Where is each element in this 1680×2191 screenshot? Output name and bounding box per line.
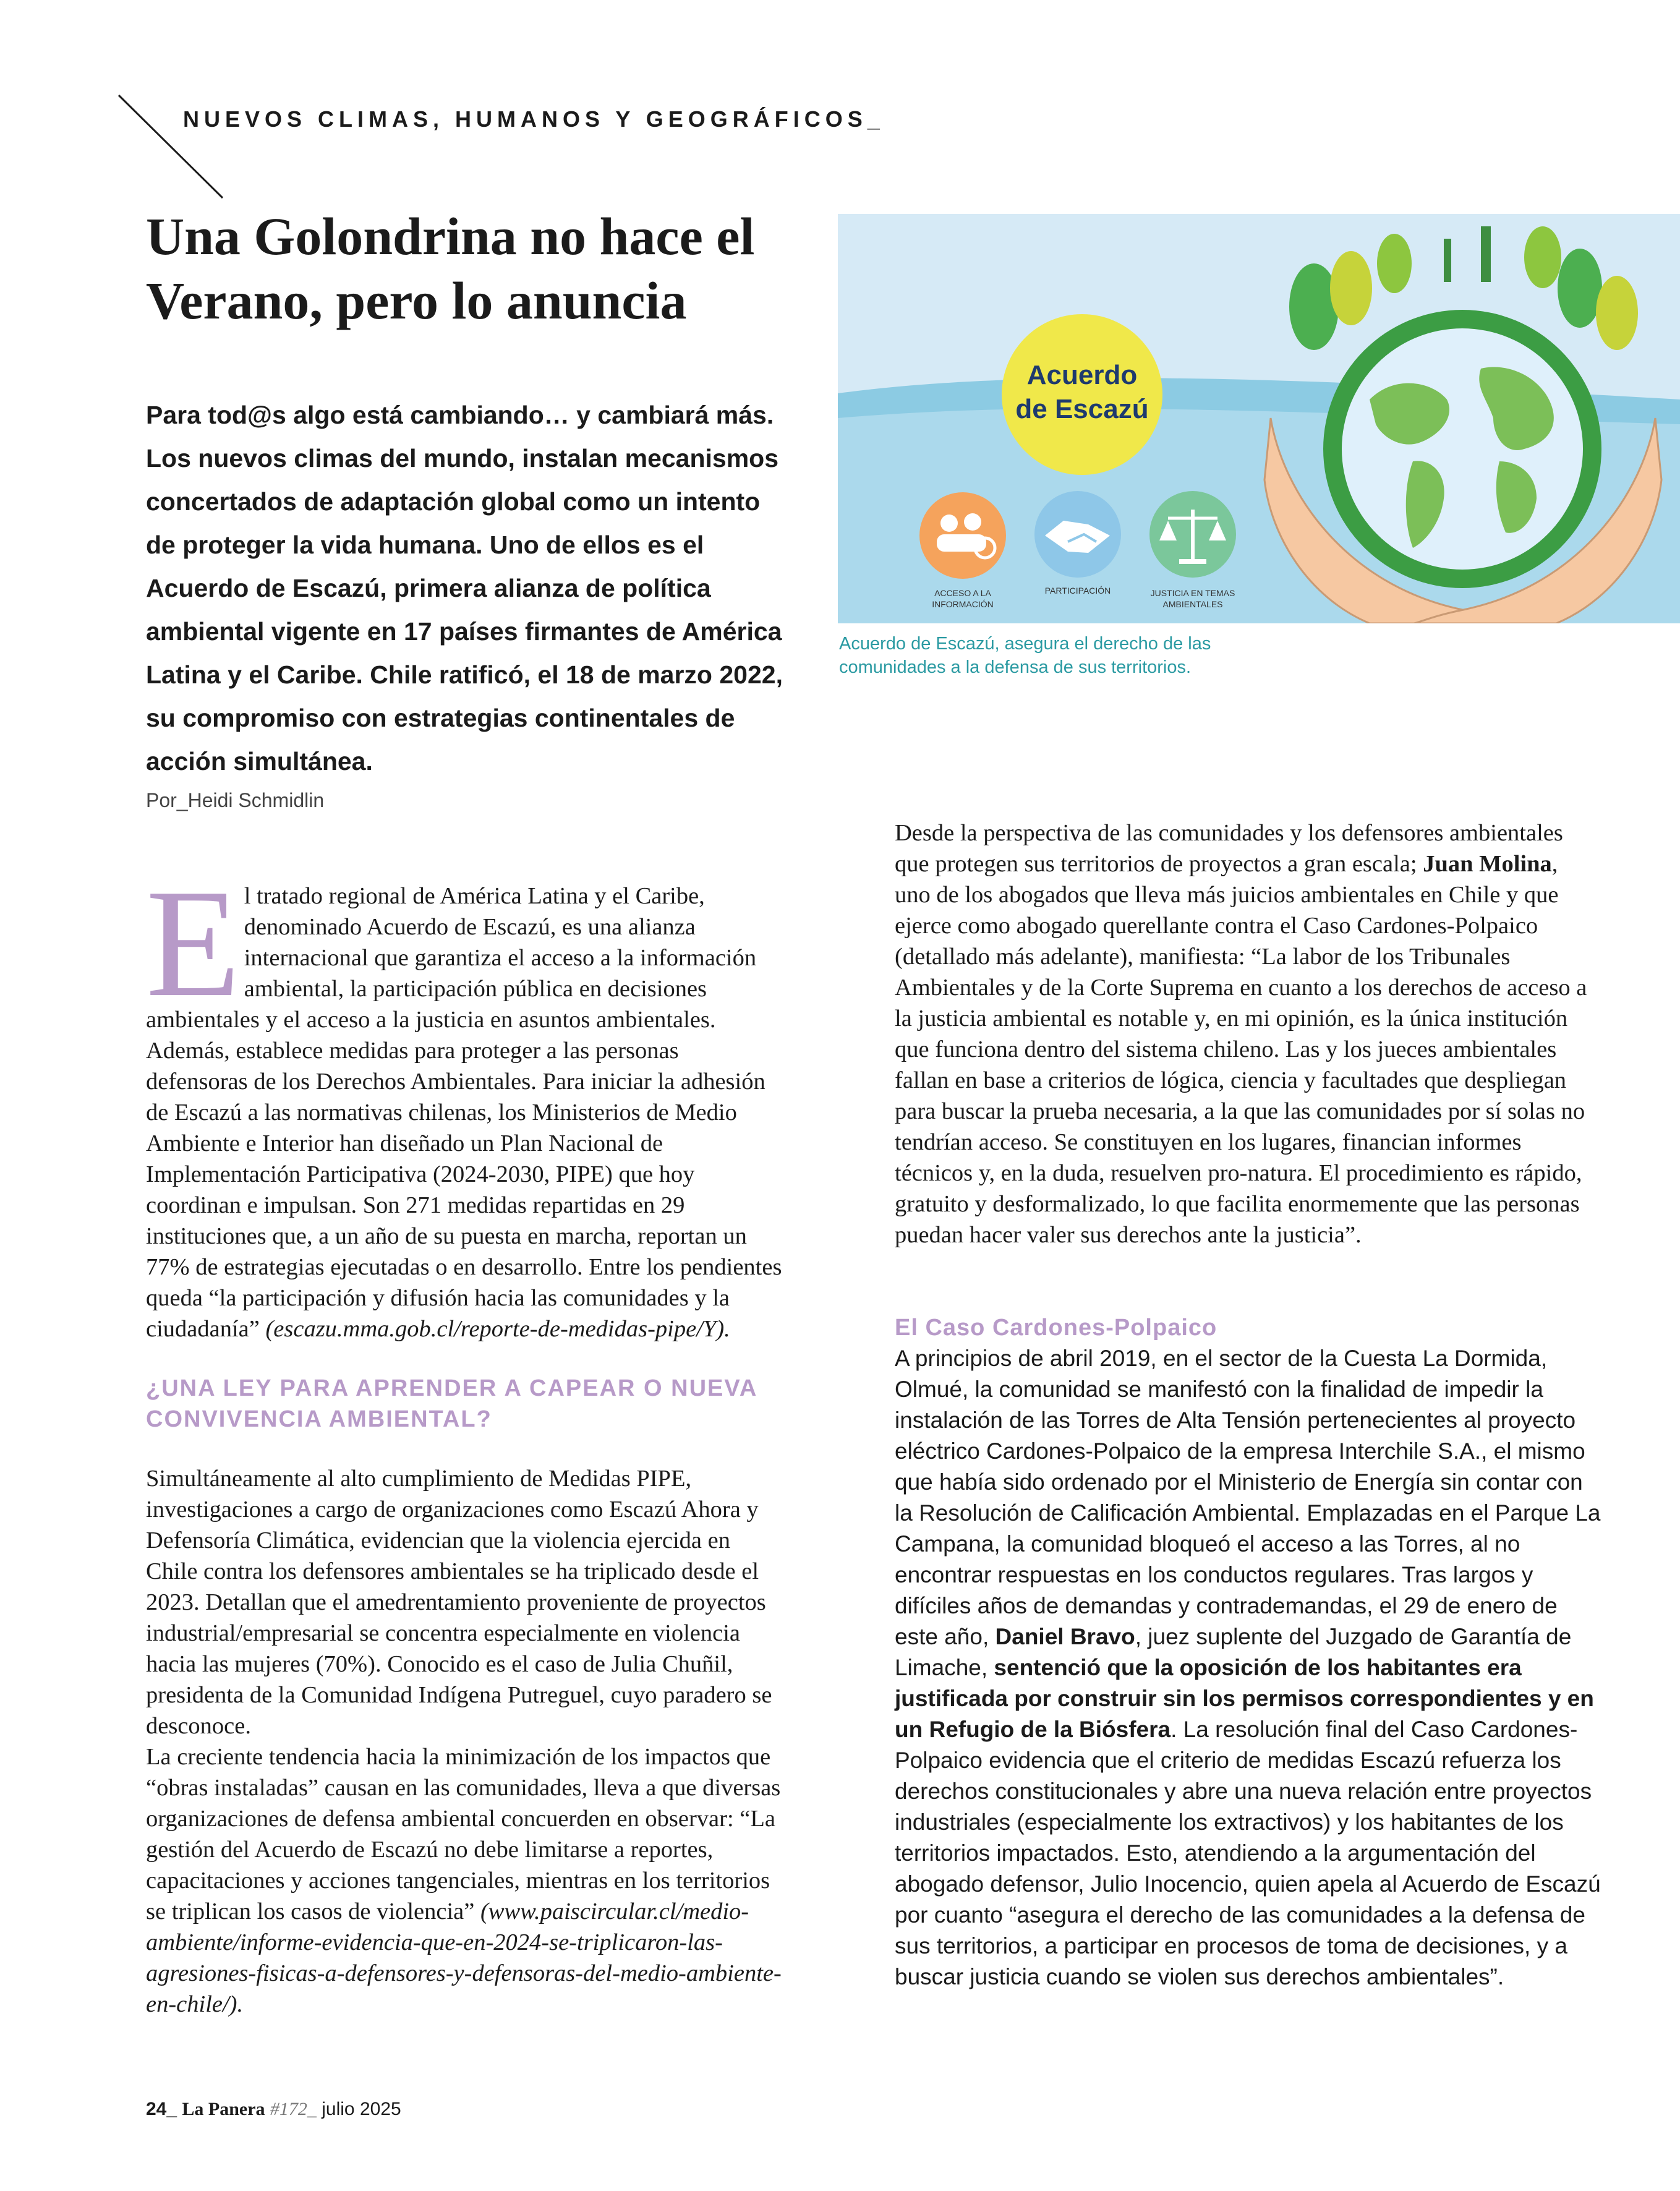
article-lead: Para tod@s algo está cambiando… y cambiará más. Los nuevos climas del mundo, instalan mecanismos concertados de adaptación global como un intento de proteger la vida humana. Uno de ellos es el Acuerdo de Escazú, primera alianza de política ambiental vigente en 17 países firmantes de América Latina y el Caribe. Chile ratificó, el 18 de marzo 2022, su compromiso con estrategias continentales de acción simultánea. [146,401,783,775]
article-title: Una Golondrina no hace el Verano, pero lo anuncia [146,207,755,330]
icon3-label-1: JUSTICIA EN TEMAS [1150,588,1235,598]
paragraph-violencia: Simultáneamente al alto cumplimiento de Medidas PIPE, investigaciones a cargo de organizaciones como Escazú Ahora y Defensoría Climática, evidencian que la violencia ejercida en Chile contra los defensores ambientales se ha triplicado desde el 2023. Detallan que el amedrentamiento proveniente de proyectos industrial/empresarial se concentra especialmente en violencia hacia las mujeres (70%). Conocido es el caso de Julia Chuñil, presidenta de la Comunidad Indígena Putreguel, cuyo paradero se desconoce. [146,1466,772,1739]
info-access-icon [919,492,1006,579]
icon3-label-2: AMBIENTALES [1162,599,1223,609]
paragraph-tendencia [146,1741,783,2020]
paragraph-cardones [895,1343,1606,1992]
cardones-text-1: A principios de abril 2019, en el sector de la Cuesta La Dormida, Olmué, la comunidad se manifestó con la finalidad de impedir la instalación de las Torres de Alta Tensión pertenecientes al proyecto eléctrico Cardones-Polpaico de la empresa Interchile S.A., el mismo que había sido ordenado por el Ministerio de Energía sin contar con la Resolución de Calificación Ambiental. Emplazadas en el Parque La Campana, la comunidad bloqueó el acceso a las Torres, al no encontrar respuestas en los conductos regulares. Tras largos y difíciles años de demandas y contrademandas, el 29 de enero de este año, [895,1346,1601,1649]
handshake-icon [1034,491,1121,578]
scales-of-justice-icon [1149,491,1236,578]
page-footer [146,2099,401,2120]
icon1-label-1: ACCESO A LA [934,588,991,598]
section-label: NUEVOS CLIMAS, HUMANOS Y GEOGRÁFICOS_ [183,106,885,132]
issue-number: #172_ [270,2099,317,2119]
paragraph-molina [895,818,1593,1250]
body-right-cardones [895,1343,1606,1992]
tendencia-text: La creciente tendencia hacia la minimización de los impactos que “obras instaladas” causan en las comunidades, lleva a que diversas organizaciones de defensa ambiental concuerden en observar: “La gestión del Acuerdo de Escazú no debe limitarse a reportes, capacitaciones y acciones tangenciales, mientras en los territorios se triplican los casos de violencia” [146,1744,781,1924]
escazu-illustration-svg [838,214,1680,623]
subhead-cardones: El Caso Cardones-Polpaico [895,1315,1217,1341]
icon1-label-2: INFORMACIÓN [932,599,994,609]
figure-caption: Acuerdo de Escazú, asegura el derecho de las comunidades a la defensa de sus territorios. [839,634,1211,677]
tendencia-link[interactable]: (www.paiscircular.cl/medio-ambiente/informe-evidencia-que-en-2024-se-triplicaron-las-agresiones-fisicas-a-defensores-y-defensoras-del-medio-ambiente-en-chile/). [146,1898,782,2017]
cardones-bold-3: sentenció que la oposición de los habitantes era justificada por construir sin los permisos correspondientes y en un Refugio de la Biósfera [895,1655,1594,1742]
body-left-intro [146,858,783,1344]
badge-line1: Acuerdo [1026,360,1138,390]
body-left-second [146,1463,783,2020]
issue-date: julio 2025 [322,2099,401,2119]
cardones-bold-2: , juez suplente del Juzgado de Garantía de Limache, [895,1624,1572,1680]
intro-link[interactable]: (escazu.mma.gob.cl/reporte-de-medidas-pipe/Y). [265,1316,730,1342]
intro-text: l tratado regional de América Latina y el Caribe, denominado Acuerdo de Escazú, es una alianza internacional que garantiza el acceso a la información ambiental, la participación pública en decisiones ambientales y el acceso a la justicia en asuntos ambientales. Además, establece medidas para proteger a las personas defensoras de los Derechos Ambientales. Para iniciar la adhesión de Escazú a las normativas chilenas, los Ministerios de Medio Ambiente e Interior han diseñado un Plan Nacional de Implementación Participativa (2024-2030, PIPE) que hoy coordinan e impulsan. Son 271 medidas repartidas en 29 instituciones que, a un año de su puesta en marcha, reportan un 77% de estrategias ejecutadas o en desarrollo. Entre los pendientes queda “la participación y difusión hacia las comunidades y la ciudadanía” [146,883,782,1342]
body-right-molina [895,818,1593,1250]
molina-name: Juan Molina [1423,851,1552,877]
icon2-label: PARTICIPACIÓN [1044,586,1111,596]
cardones-bold-1: Daniel Bravo [995,1624,1135,1649]
drop-cap: E [146,858,241,1029]
molina-text-2: , uno de los abogados que lleva más juicios ambientales en Chile y que ejerce como abogado querellante contra el Caso Cardones-Polpaico (detallado más adelante), manifiesta: “La labor de los Tribunales Ambientales y de la Corte Suprema en cuanto a los derechos de acceso a la justicia ambiental es notable y, en mi opinión, es la única institución que funciona dentro del sistema chileno. Las y los jueces ambientales fallan en base a criterios de lógica, ciencia y facultades que despliegan para buscar la prueba necesaria, a la que las comunidades por sí solas no tendrían acceso. Se constituyen en los lugares, financian informes técnicos y, en la duda, resuelven pro-natura. El procedimiento es rápido, gratuito y desformalizado, lo que facilita enormemente que las personas puedan hacer valer sus derechos ante la justicia”. [895,851,1587,1248]
escazu-illustration [838,214,1680,623]
intro-paragraph [146,858,783,1344]
globe-illustration [1323,310,1601,588]
cardones-text-2: . La resolución final del Caso Cardones-Polpaico evidencia que el criterio de medidas Escazú refuerza los derechos constitucionales y abre una nueva relación entre proyectos industriales (especialmente los extractivos) y los habitantes de los territorios impactados. Esto, atendiendo a la argumentación del abogado defensor, Julio Inocencio, quien apela al Acuerdo de Escazú por cuanto “asegura el derecho de las comunidades a la defensa de sus territorios, a participar en procesos de toma de decisiones, y a buscar justicia cuando se violen sus derechos ambientales”. [895,1717,1601,1989]
subhead-ley: ¿UNA LEY PARA APRENDER A CAPEAR O NUEVA CONVIVENCIA AMBIENTAL? [146,1375,757,1432]
page-number: 24_ [146,2099,177,2119]
byline: Por_Heidi Schmidlin [146,789,325,811]
badge-line2: de Escazú [1015,394,1149,424]
molina-text-1: Desde la perspectiva de las comunidades y los defensores ambientales que protegen sus territorios de proyectos a gran escala; [895,820,1563,877]
magazine-name: La Panera [182,2099,265,2119]
